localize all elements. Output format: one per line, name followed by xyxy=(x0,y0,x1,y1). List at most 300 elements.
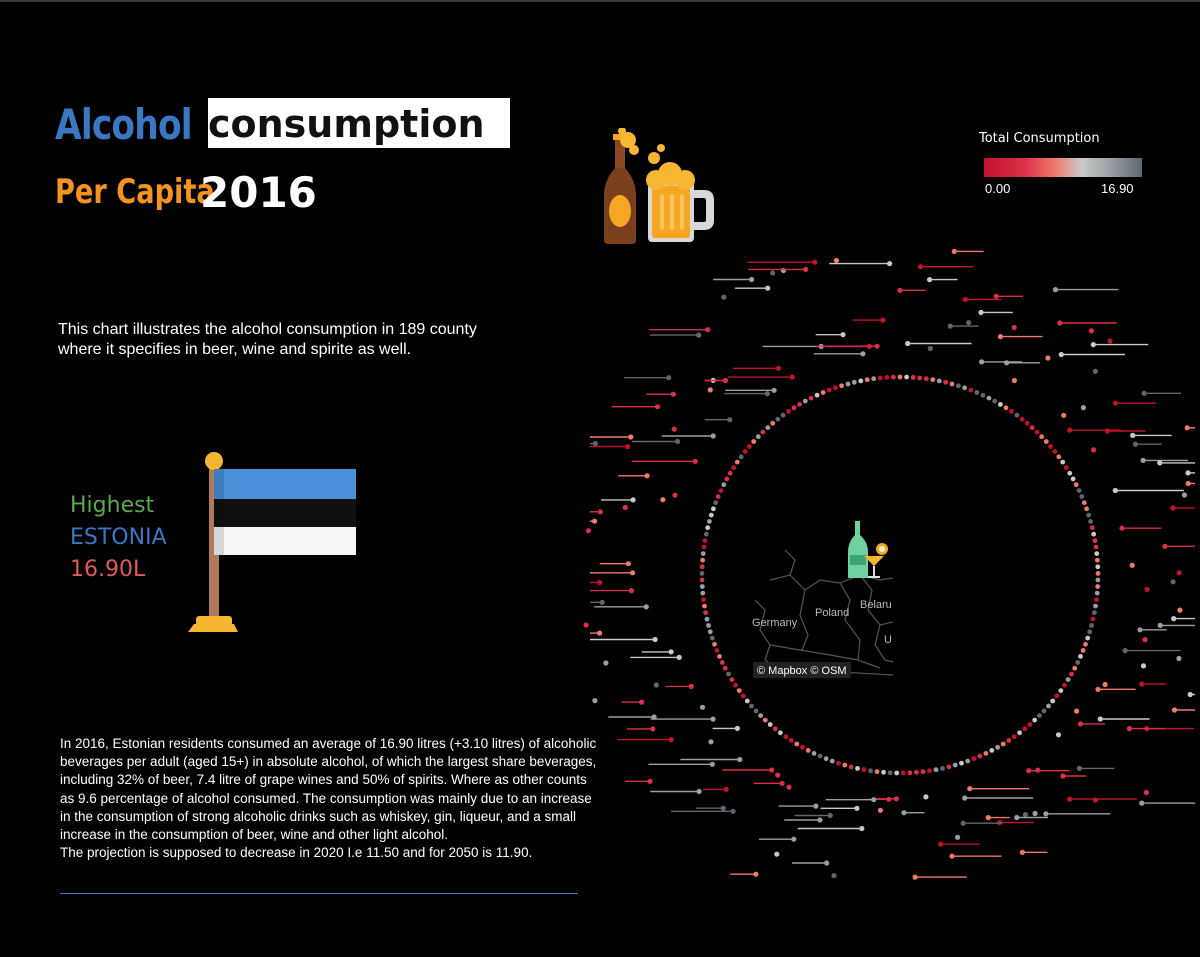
ring-dot xyxy=(1001,742,1006,747)
legend-min: 0.00 xyxy=(985,181,1011,196)
ring-dot xyxy=(894,771,899,776)
lollipop-dot xyxy=(834,258,839,263)
ring-dot xyxy=(758,713,763,718)
ring-dot xyxy=(1012,734,1017,739)
ring-dot xyxy=(1095,584,1100,589)
ring-dot xyxy=(978,754,983,759)
lollipop-dot xyxy=(1130,433,1135,438)
lollipop-dot xyxy=(1061,413,1066,418)
ring-dot xyxy=(1090,525,1095,530)
lollipop-dot xyxy=(986,815,991,820)
lollipop-dot xyxy=(897,288,902,293)
lollipop-dot xyxy=(1171,616,1176,621)
lollipop-dot xyxy=(693,459,698,464)
ring-dot xyxy=(962,385,967,390)
lollipop-dot xyxy=(672,493,677,498)
ring-dot xyxy=(1095,558,1100,563)
lollipop-dot xyxy=(803,267,808,272)
lollipop-dot xyxy=(994,294,999,299)
ring-dot xyxy=(700,571,705,576)
ring-dot xyxy=(704,532,709,537)
lollipop-dot xyxy=(721,295,726,300)
lollipop-dot xyxy=(775,773,780,778)
ring-dot xyxy=(927,768,932,773)
lollipop-dot xyxy=(1142,391,1147,396)
ring-dot xyxy=(839,383,844,388)
lollipop-dot xyxy=(675,439,680,444)
title-alcohol: Alcohol xyxy=(55,100,192,149)
ring-dot xyxy=(940,766,945,771)
lollipop-dot xyxy=(1157,460,1162,465)
lollipop-dot xyxy=(696,333,701,338)
ring-dot xyxy=(875,769,880,774)
ring-dot xyxy=(1077,488,1082,493)
lollipop-dot xyxy=(1172,707,1177,712)
ring-dot xyxy=(842,763,847,768)
ring-dot xyxy=(745,699,750,704)
ring-dot xyxy=(1084,506,1089,511)
ring-dot xyxy=(947,765,952,770)
ring-dot xyxy=(794,742,799,747)
ring-dot xyxy=(937,379,942,384)
ring-dot xyxy=(749,704,754,709)
ring-dot xyxy=(830,759,835,764)
ring-dot xyxy=(783,734,788,739)
ring-dot xyxy=(1081,648,1086,653)
ring-dot xyxy=(1052,449,1057,454)
lollipop-dot xyxy=(1185,425,1190,430)
ring-dot xyxy=(747,444,752,449)
map-label-poland: Poland xyxy=(815,607,850,619)
ring-dot xyxy=(812,751,817,756)
lollipop-dot xyxy=(781,268,786,273)
ring-dot xyxy=(1087,629,1092,634)
ring-dot xyxy=(705,525,710,530)
lollipop-dot xyxy=(645,473,650,478)
title-year: 2016 xyxy=(200,168,317,217)
lollipop-dot xyxy=(963,297,968,302)
ring-dot xyxy=(1095,564,1100,569)
ring-dot xyxy=(914,770,919,775)
ring-dot xyxy=(770,421,775,426)
ring-dot xyxy=(1091,617,1096,622)
lollipop-dot xyxy=(705,327,710,332)
lollipop-dot xyxy=(1105,428,1110,433)
ring-dot xyxy=(846,382,851,387)
lollipop-dot xyxy=(791,837,796,842)
ring-dot xyxy=(1083,642,1088,647)
lollipop-dot xyxy=(1170,505,1175,510)
ring-dot xyxy=(786,409,791,414)
ring-dot xyxy=(858,379,863,384)
lollipop-dot xyxy=(955,835,960,840)
lollipop-dot xyxy=(949,854,954,859)
ring-dot xyxy=(700,584,705,589)
lollipop-dot xyxy=(647,779,652,784)
lollipop-dot xyxy=(765,391,770,396)
lollipop-dot xyxy=(592,698,597,703)
ring-dot xyxy=(737,688,742,693)
lollipop-dot xyxy=(1113,488,1118,493)
ring-dot xyxy=(1088,519,1093,524)
ring-dot xyxy=(868,768,873,773)
lollipop-dot xyxy=(1093,797,1098,802)
ring-dot xyxy=(827,388,832,393)
ring-dot xyxy=(756,434,761,439)
lollipop-dot xyxy=(629,588,634,593)
ring-dot xyxy=(855,766,860,771)
ring-dot xyxy=(1089,623,1094,628)
lollipop-dot xyxy=(1162,544,1167,549)
ring-dot xyxy=(1092,610,1097,615)
map-attribution[interactable]: © Mapbox © OSM xyxy=(757,665,847,677)
ring-dot xyxy=(1079,494,1084,499)
lollipop-dot xyxy=(1067,797,1072,802)
lollipop-dot xyxy=(1077,766,1082,771)
lollipop-dot xyxy=(952,249,957,254)
ring-dot xyxy=(1027,722,1032,727)
ring-dot xyxy=(735,460,740,465)
ring-dot xyxy=(789,738,794,743)
ring-dot xyxy=(701,551,706,556)
ring-dot xyxy=(721,482,726,487)
lollipop-dot xyxy=(966,320,971,325)
ring-dot xyxy=(881,770,886,775)
lollipop-dot xyxy=(697,789,702,794)
ring-dot xyxy=(888,770,893,775)
lollipop-dot xyxy=(1141,458,1146,463)
ring-dot xyxy=(713,500,718,505)
lollipop-dot xyxy=(938,842,943,847)
ring-dot xyxy=(700,558,705,563)
ring-dot xyxy=(708,629,713,634)
ring-dot xyxy=(797,402,802,407)
ring-dot xyxy=(765,425,770,430)
ring-dot xyxy=(1058,688,1063,693)
lollipop-dot xyxy=(1074,709,1079,714)
lollipop-dot xyxy=(1057,320,1062,325)
ring-dot xyxy=(1071,477,1076,482)
ring-dot xyxy=(710,636,715,641)
lollipop-dot xyxy=(1186,481,1191,486)
ring-dot xyxy=(763,718,768,723)
ring-dot xyxy=(731,465,736,470)
ring-dot xyxy=(1094,545,1099,550)
ring-dot xyxy=(1020,417,1025,422)
lollipop-dot xyxy=(928,346,933,351)
ring-dot xyxy=(849,765,854,770)
ring-dot xyxy=(891,375,896,380)
lollipop-dot xyxy=(721,806,726,811)
ring-dot xyxy=(711,506,716,511)
ring-dot xyxy=(968,388,973,393)
lollipop-dot xyxy=(880,318,885,323)
ring-dot xyxy=(1030,425,1035,430)
lollipop-dot xyxy=(1139,801,1144,806)
lollipop-dot xyxy=(1045,355,1050,360)
lollipop-dot xyxy=(671,392,676,397)
ring-dot xyxy=(836,761,841,766)
lollipop-dot xyxy=(1107,338,1112,343)
lollipop-dot xyxy=(901,810,906,815)
highest-label: Highest xyxy=(70,493,155,518)
ring-dot xyxy=(1086,513,1091,518)
lollipop-dot xyxy=(1091,342,1096,347)
lollipop-dot xyxy=(1176,656,1181,661)
lollipop-dot xyxy=(1141,663,1146,668)
ring-dot xyxy=(818,754,823,759)
lollipop-dot xyxy=(859,826,864,831)
ring-dot xyxy=(700,578,705,583)
lollipop-dot xyxy=(1133,442,1138,447)
ring-dot xyxy=(1025,421,1030,426)
lollipop-dot xyxy=(1182,492,1187,497)
ring-dot xyxy=(934,767,939,772)
ring-dot xyxy=(981,393,986,398)
lollipop-dot xyxy=(677,655,682,660)
lollipop-dot xyxy=(593,441,598,446)
ring-dot xyxy=(1035,430,1040,435)
ring-dot xyxy=(833,385,838,390)
ring-dot xyxy=(726,672,731,677)
ring-dot xyxy=(1069,672,1074,677)
ring-dot xyxy=(1095,591,1100,596)
ring-dot xyxy=(921,769,926,774)
ring-dot xyxy=(953,763,958,768)
highest-country: ESTONIA xyxy=(70,525,167,550)
lollipop-dot xyxy=(1095,687,1100,692)
ring-dot xyxy=(911,375,916,380)
map-label-belarus: Belaru xyxy=(860,599,892,611)
lollipop-dot xyxy=(1004,360,1009,365)
lollipop-dot xyxy=(1043,811,1048,816)
ring-dot xyxy=(728,471,733,476)
lollipop-dot xyxy=(1026,768,1031,773)
lollipop-dot xyxy=(918,264,923,269)
lollipop-dot xyxy=(735,726,740,731)
lollipop-dot xyxy=(813,804,818,809)
ring-dot xyxy=(773,726,778,731)
lollipop-dot xyxy=(628,434,633,439)
lollipop-dot xyxy=(790,375,795,380)
ring-dot xyxy=(1062,683,1067,688)
ring-dot xyxy=(1006,738,1011,743)
lollipop-dot xyxy=(770,270,775,275)
lollipop-dot xyxy=(1188,692,1193,697)
lollipop-dot xyxy=(1020,850,1025,855)
ring-dot xyxy=(809,396,814,401)
ring-dot xyxy=(943,380,948,385)
lollipop-dot xyxy=(860,351,865,356)
lollipop-dot xyxy=(644,604,649,609)
legend-title: Total Consumption xyxy=(979,131,1100,146)
ring-dot xyxy=(1074,482,1079,487)
lollipop-dot xyxy=(650,726,655,731)
ring-dot xyxy=(1032,718,1037,723)
lollipop-dot xyxy=(639,700,644,705)
lollipop-dot xyxy=(913,875,918,880)
ring-dot xyxy=(720,660,725,665)
ring-dot xyxy=(878,376,883,381)
lollipop-dot xyxy=(1023,812,1028,817)
lollipop-dot xyxy=(772,388,777,393)
legend-max: 16.90 xyxy=(1101,181,1134,196)
lollipop-dot xyxy=(626,561,631,566)
ring-dot xyxy=(987,396,992,401)
lollipop-dot xyxy=(1103,682,1108,687)
lollipop-dot xyxy=(962,795,967,800)
lollipop-dot xyxy=(967,786,972,791)
lollipop-dot xyxy=(769,767,774,772)
lollipop-dot xyxy=(1014,815,1019,820)
lollipop-dot xyxy=(724,787,729,792)
ring-dot xyxy=(707,519,712,524)
ring-dot xyxy=(719,488,724,493)
mini-map xyxy=(752,550,893,678)
ring-dot xyxy=(1078,654,1083,659)
lollipop-dot xyxy=(824,860,829,865)
lollipop-dot xyxy=(669,649,674,654)
ring-dot xyxy=(992,399,997,404)
ring-dot xyxy=(733,683,738,688)
lollipop-dot xyxy=(1177,570,1182,575)
ring-dot xyxy=(965,759,970,764)
lollipop-dot xyxy=(840,332,845,337)
ring-dot xyxy=(898,375,903,380)
ring-dot xyxy=(751,439,756,444)
ring-dot xyxy=(739,454,744,459)
lollipop-dot xyxy=(711,433,716,438)
lollipop-dot xyxy=(710,762,715,767)
ring-dot xyxy=(1093,538,1098,543)
ring-dot xyxy=(989,748,994,753)
ring-dot xyxy=(1094,551,1099,556)
ring-dot xyxy=(1096,571,1101,576)
ring-dot xyxy=(865,377,870,382)
intro-text: This chart illustrates the alcohol consumption in 189 county where it specifies in beer, wine and spirite as well. xyxy=(58,321,477,358)
ring-dot xyxy=(705,617,710,622)
lollipop-dot xyxy=(780,781,785,786)
ring-dot xyxy=(761,430,766,435)
ring-dot xyxy=(950,382,955,387)
lollipop-dot xyxy=(979,359,984,364)
ring-dot xyxy=(730,677,735,682)
lollipop-dot xyxy=(1056,732,1061,737)
ring-dot xyxy=(715,648,720,653)
lollipop-dot xyxy=(653,637,658,642)
ring-dot xyxy=(1044,439,1049,444)
lollipop-dot xyxy=(776,366,781,371)
lollipop-dot xyxy=(875,344,880,349)
lollipop-dot xyxy=(1113,401,1118,406)
lollipop-dot xyxy=(1059,352,1064,357)
lollipop-dot xyxy=(1171,579,1176,584)
lollipop-dot xyxy=(597,631,602,636)
lollipop-dot xyxy=(1081,405,1086,410)
lollipop-dot xyxy=(1137,627,1142,632)
lollipop-dot xyxy=(1098,716,1103,721)
ring-dot xyxy=(1094,597,1099,602)
lollipop-dot xyxy=(961,821,966,826)
lollipop-dot xyxy=(765,286,770,291)
lollipop-dot xyxy=(1012,378,1017,383)
lollipop-dot xyxy=(708,387,713,392)
ring-dot xyxy=(998,402,1003,407)
ring-dot xyxy=(1085,636,1090,641)
lollipop-dot xyxy=(854,806,859,811)
lollipop-dot xyxy=(625,444,630,449)
lollipop-dot xyxy=(672,427,677,432)
ring-dot xyxy=(959,761,964,766)
lollipop-dot xyxy=(1091,447,1096,452)
ring-dot xyxy=(1064,465,1069,470)
ring-dot xyxy=(1067,471,1072,476)
lollipop-dot xyxy=(1067,428,1072,433)
lollipop-dot xyxy=(727,417,732,422)
ring-dot xyxy=(1082,500,1087,505)
ring-dot xyxy=(815,393,820,398)
ring-dot xyxy=(862,767,867,772)
ring-dot xyxy=(754,709,759,714)
lollipop-dot xyxy=(1177,608,1182,613)
lollipop-dot xyxy=(631,497,636,502)
ring-dot xyxy=(1004,405,1009,410)
ring-dot xyxy=(700,591,705,596)
ring-dot xyxy=(1015,413,1020,418)
ring-dot xyxy=(781,413,786,418)
lollipop-dot xyxy=(603,660,608,665)
ring-dot xyxy=(702,604,707,609)
lollipop-dot xyxy=(597,580,602,585)
ring-dot xyxy=(723,666,728,671)
lollipop-dot xyxy=(623,505,628,510)
map-label-germany: Germany xyxy=(752,617,798,629)
ring-dot xyxy=(1042,709,1047,714)
ring-dot xyxy=(1066,677,1071,682)
ring-dot xyxy=(1060,460,1065,465)
ring-dot xyxy=(717,654,722,659)
ring-dot xyxy=(703,538,708,543)
ring-dot xyxy=(716,494,721,499)
ring-dot xyxy=(871,376,876,381)
lollipop-dot xyxy=(927,277,932,282)
ring-dot xyxy=(1048,444,1053,449)
lollipop-dot xyxy=(689,684,694,689)
lollipop-dot xyxy=(1185,470,1190,475)
lollipop-dot xyxy=(1142,637,1147,642)
highest-value: 16.90L xyxy=(70,557,146,582)
ring-dot xyxy=(709,513,714,518)
lollipop-dot xyxy=(1127,726,1132,731)
lollipop-dot xyxy=(831,873,836,878)
lollipop-dot xyxy=(669,737,674,742)
ring-dot xyxy=(1091,532,1096,537)
lollipop-dot xyxy=(871,797,876,802)
ring-dot xyxy=(743,449,748,454)
lollipop-dot xyxy=(600,600,605,605)
ring-dot xyxy=(768,722,773,727)
ring-dot xyxy=(901,771,906,776)
ring-dot xyxy=(1056,454,1061,459)
lollipop-dot xyxy=(817,817,822,822)
lollipop-dot xyxy=(998,334,1003,339)
map-label-ukraine: U xyxy=(884,634,892,646)
lollipop-dot xyxy=(737,757,742,762)
description-paragraph-1: In 2016, Estonian residents consumed an average of 16.90 litres (+3.10 litres) of alcoholic beverages per adult (aged 15+) in absolute alcohol, of which the largest share beverages, including 32% of beer, 7.4 litre of grape wines and 50% of spirits. Where as other counts as 9.6 percentage of alcohol consumed. The consumption was mainly due to an increase in the consumption of strong alcoholic drinks such as whiskey, gin, liqueur, and a small increase in the consumption of beer, wine and other light alcohol. xyxy=(60,736,597,843)
ring-dot xyxy=(741,694,746,699)
ring-dot xyxy=(984,751,989,756)
ring-dot xyxy=(712,642,717,647)
